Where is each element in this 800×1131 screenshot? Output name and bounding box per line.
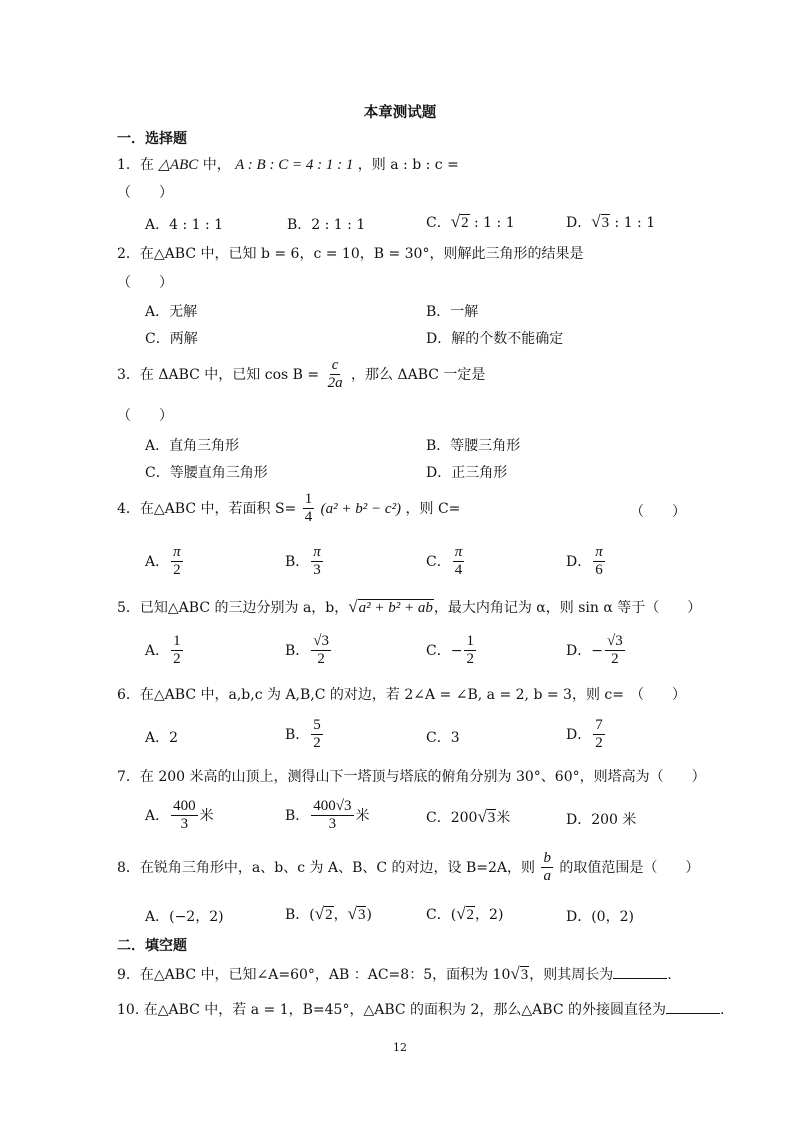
fraction-numerator: π <box>311 544 323 562</box>
answer-blank[interactable] <box>666 1001 720 1014</box>
option-label: C． <box>426 553 451 570</box>
question-5-option-c <box>426 633 478 669</box>
question-6-option-a: A．2 <box>145 730 179 746</box>
question-5 <box>117 597 701 617</box>
question-6-option-b <box>285 717 325 753</box>
fraction-numerator: 1 <box>303 491 315 509</box>
question-7-option-b <box>285 798 370 834</box>
question-9: 9．在△ABC 中，已知∠A=60°，AB ：AC=8：5，面积为 10√3，则其周长为 . <box>117 964 672 983</box>
question-1-option-b: B．2 : 1 : 1 <box>287 217 366 233</box>
option-label: B．( <box>285 907 315 923</box>
coefficient: 200 <box>450 810 478 826</box>
question-7-option-c <box>426 807 510 827</box>
fraction-denominator: 2 <box>173 562 181 579</box>
question-1-option-d-label: D． <box>566 215 592 231</box>
answer-blank[interactable] <box>613 966 667 979</box>
section-heading-fill-in: 二．填空题 <box>117 938 187 954</box>
radicand: 3 <box>357 907 366 923</box>
question-4-option-d <box>566 544 607 580</box>
fraction-numerator: π <box>171 544 183 562</box>
option-fraction <box>171 633 183 669</box>
fraction-numerator: b <box>541 850 553 868</box>
sqrt-symbol: √2 <box>456 904 475 923</box>
question-8-prefix: 8．在锐角三角形中，a、b、c 为 A、B、C 的对边，设 B=2A，则 <box>117 859 536 876</box>
question-2-option-a: A．无解 <box>145 304 198 320</box>
fraction-numerator: π <box>593 544 605 562</box>
fraction-denominator: 2a <box>327 375 343 392</box>
question-5-option-b <box>285 633 333 669</box>
question-7-option-a <box>145 798 214 834</box>
question-1 <box>117 154 459 174</box>
question-3-answer-paren: （ ） <box>117 408 173 424</box>
fraction-numerator: π <box>453 544 465 562</box>
question-6-option-c: C．3 <box>426 730 460 746</box>
fraction-numerator: 5 <box>311 717 323 735</box>
unit-label: 米 <box>199 807 214 824</box>
question-1-tail: ，则 a : b : c = <box>357 157 459 173</box>
question-9-prefix: 9．在△ABC 中，已知∠A=60°，AB ：AC=8：5，面积为 10 <box>117 967 511 983</box>
sqrt-symbol: √3 <box>347 904 366 923</box>
question-5-radicand: a² + b² + ab <box>358 600 433 616</box>
fraction-denominator: 2 <box>595 735 603 752</box>
question-1-option-c-radicand: 2 <box>461 215 469 231</box>
unit-label: 米 <box>496 810 511 826</box>
question-4 <box>117 491 460 527</box>
question-2-option-b: B．一解 <box>426 304 479 320</box>
option-fraction <box>171 798 198 834</box>
option-fraction <box>311 633 331 669</box>
question-4-prefix: 4．在△ABC 中，若面积 S= <box>117 500 297 517</box>
fraction-numerator: √3 <box>311 633 331 651</box>
option-label: C．( <box>426 907 457 923</box>
fraction-denominator: 4 <box>304 509 313 526</box>
section-heading-choice: 一．选择题 <box>117 131 187 147</box>
option-fraction <box>453 544 465 580</box>
question-8-option-b <box>285 904 372 924</box>
option-fraction <box>311 798 353 834</box>
question-1-prefix: 1．在 <box>117 157 154 173</box>
question-10-text: 10. 在△ABC 中，若 a = 1，B=45°，△ABC 的面积为 2，那么△ABC 的外接圆直径为 <box>117 1002 666 1018</box>
question-1-option-c-label: C． <box>426 215 451 231</box>
question-1-option-d-rest: : 1 : 1 <box>610 215 656 231</box>
option-fraction <box>311 544 323 580</box>
fraction-denominator: 3 <box>313 562 321 579</box>
question-1-option-c <box>426 212 515 232</box>
question-6-answer-paren: （ ） <box>630 687 686 703</box>
radicand: 2 <box>325 907 333 923</box>
sqrt-symbol: √3 <box>477 807 496 826</box>
option-label: D． <box>566 553 592 570</box>
fraction-denominator: 2 <box>313 735 321 752</box>
option-label: A． <box>145 642 170 659</box>
question-4-expression: (a² + b² − c²) <box>320 500 402 517</box>
question-2-option-c: C．两解 <box>145 331 198 347</box>
question-3-option-d: D．正三角形 <box>426 465 508 481</box>
question-1-option-d <box>566 212 655 232</box>
sqrt-symbol: √a² + b² + ab <box>348 597 433 616</box>
fraction-numerator: 1 <box>464 633 476 651</box>
question-1-option-d-radicand: 3 <box>601 215 610 231</box>
fraction-numerator: √3 <box>605 633 625 651</box>
question-6-option-d <box>566 717 607 753</box>
sqrt-symbol: √2 <box>450 212 469 231</box>
option-label: A． <box>145 807 170 824</box>
question-5-prefix: 5．已知△ABC 的三边分别为 a，b， <box>117 600 349 616</box>
question-3 <box>117 357 485 393</box>
radicand: 3 <box>487 810 496 826</box>
option-fraction <box>311 717 323 753</box>
option-label: B． <box>285 553 310 570</box>
option-fraction <box>605 633 625 669</box>
option-label: C． <box>426 810 451 826</box>
unit-label: 米 <box>355 807 370 824</box>
question-8-tail: 的取值范围是（ ） <box>559 859 700 876</box>
option-label: B． <box>285 642 310 659</box>
option-rest: ，2) <box>475 907 504 923</box>
question-3-prefix: 3．在 ΔABC 中，已知 cos B = <box>117 366 320 383</box>
fraction-denominator: 4 <box>454 562 463 579</box>
separator: ， <box>333 907 348 923</box>
fraction-numerator: c <box>330 357 341 375</box>
question-5-option-d <box>566 633 627 669</box>
fraction-numerator: 7 <box>593 717 605 735</box>
fraction-denominator: 2 <box>611 651 619 668</box>
fraction-numerator: 400 <box>171 798 198 816</box>
fraction-denominator: 6 <box>595 562 603 579</box>
option-fraction <box>593 717 605 753</box>
question-8-option-a: A．(−2，2) <box>145 909 224 925</box>
question-1-option-a: A．4 : 1 : 1 <box>145 217 224 233</box>
close-paren: ) <box>366 907 372 923</box>
question-3-option-b: B．等腰三角形 <box>426 438 521 454</box>
question-8-option-d: D．(0，2) <box>566 909 634 925</box>
option-fraction <box>593 544 605 580</box>
question-4-option-b <box>285 544 325 580</box>
page-number: 12 <box>393 1041 407 1054</box>
question-7: 7．在 200 米高的山顶上，测得山下一塔顶与塔底的俯角分别为 30°、60°，则塔高为（ ） <box>117 769 706 785</box>
question-3-fraction <box>326 357 345 393</box>
fraction-denominator: 3 <box>180 816 189 833</box>
sqrt-symbol: √3 <box>591 212 610 231</box>
question-8 <box>117 850 699 886</box>
question-5-option-a <box>145 633 185 669</box>
question-10: 10. 在△ABC 中，若 a = 1，B=45°，△ABC 的面积为 2，那么△ABC 的外接圆直径为 . <box>117 1002 725 1018</box>
fraction-numerator: 400√3 <box>311 798 353 816</box>
fraction-denominator: 2 <box>317 651 325 668</box>
minus-sign: − <box>591 642 603 659</box>
question-4-tail: ，则 C= <box>405 500 461 517</box>
question-4-fraction <box>303 491 315 527</box>
question-4-option-c <box>426 544 466 580</box>
question-8-fraction <box>541 850 553 886</box>
question-1-answer-paren: （ ） <box>117 185 173 201</box>
radicand: 2 <box>466 907 475 923</box>
question-6: 6．在△ABC 中，a,b,c 为 A,B,C 的对边，若 2∠A = ∠B, a = 2, b = 3，则 c= <box>117 687 624 703</box>
question-3-tail: ，那么 ΔABC 一定是 <box>351 366 486 383</box>
option-label: B． <box>285 807 310 824</box>
question-1-option-c-rest: : 1 : 1 <box>469 215 515 231</box>
question-2-answer-paren: （ ） <box>117 275 173 291</box>
fraction-denominator: 3 <box>328 816 337 833</box>
question-1-mid: 中， <box>202 157 231 173</box>
question-2-option-d: D．解的个数不能确定 <box>426 331 564 347</box>
question-7-option-d: D．200 米 <box>566 812 637 828</box>
option-label: A． <box>145 553 170 570</box>
question-5-tail: ，最大内角记为 α，则 sin α 等于（ ） <box>433 600 702 616</box>
question-4-option-a <box>145 544 185 580</box>
question-2: 2．在△ABC 中，已知 b = 6，c = 10，B = 30°，则解此三角形的结果是 <box>117 246 584 262</box>
question-3-option-c: C．等腰直角三角形 <box>145 465 268 481</box>
option-label: C． <box>426 642 451 659</box>
question-1-triangle: △ABC <box>158 157 199 173</box>
fraction-denominator: a <box>543 868 551 885</box>
fraction-numerator: 1 <box>171 633 183 651</box>
radicand: 3 <box>520 967 529 983</box>
sqrt-symbol: √2 <box>314 904 333 923</box>
page-title: 本章测试题 <box>363 105 437 121</box>
question-8-option-c <box>426 904 503 924</box>
question-3-option-a: A．直角三角形 <box>145 438 240 454</box>
option-fraction <box>171 544 183 580</box>
minus-sign: − <box>450 642 463 659</box>
sqrt-symbol: √3 <box>510 964 529 983</box>
option-label: D． <box>566 642 592 659</box>
question-4-answer-paren: （ ） <box>630 504 686 520</box>
fraction-denominator: 2 <box>173 651 181 668</box>
question-1-condition: A : B : C = 4 : 1 : 1 <box>235 157 354 173</box>
option-label: B． <box>285 726 310 743</box>
option-fraction <box>464 633 476 669</box>
question-9-tail: ，则其周长为 <box>529 967 614 983</box>
option-label: D． <box>566 726 592 743</box>
fraction-denominator: 2 <box>466 651 474 668</box>
